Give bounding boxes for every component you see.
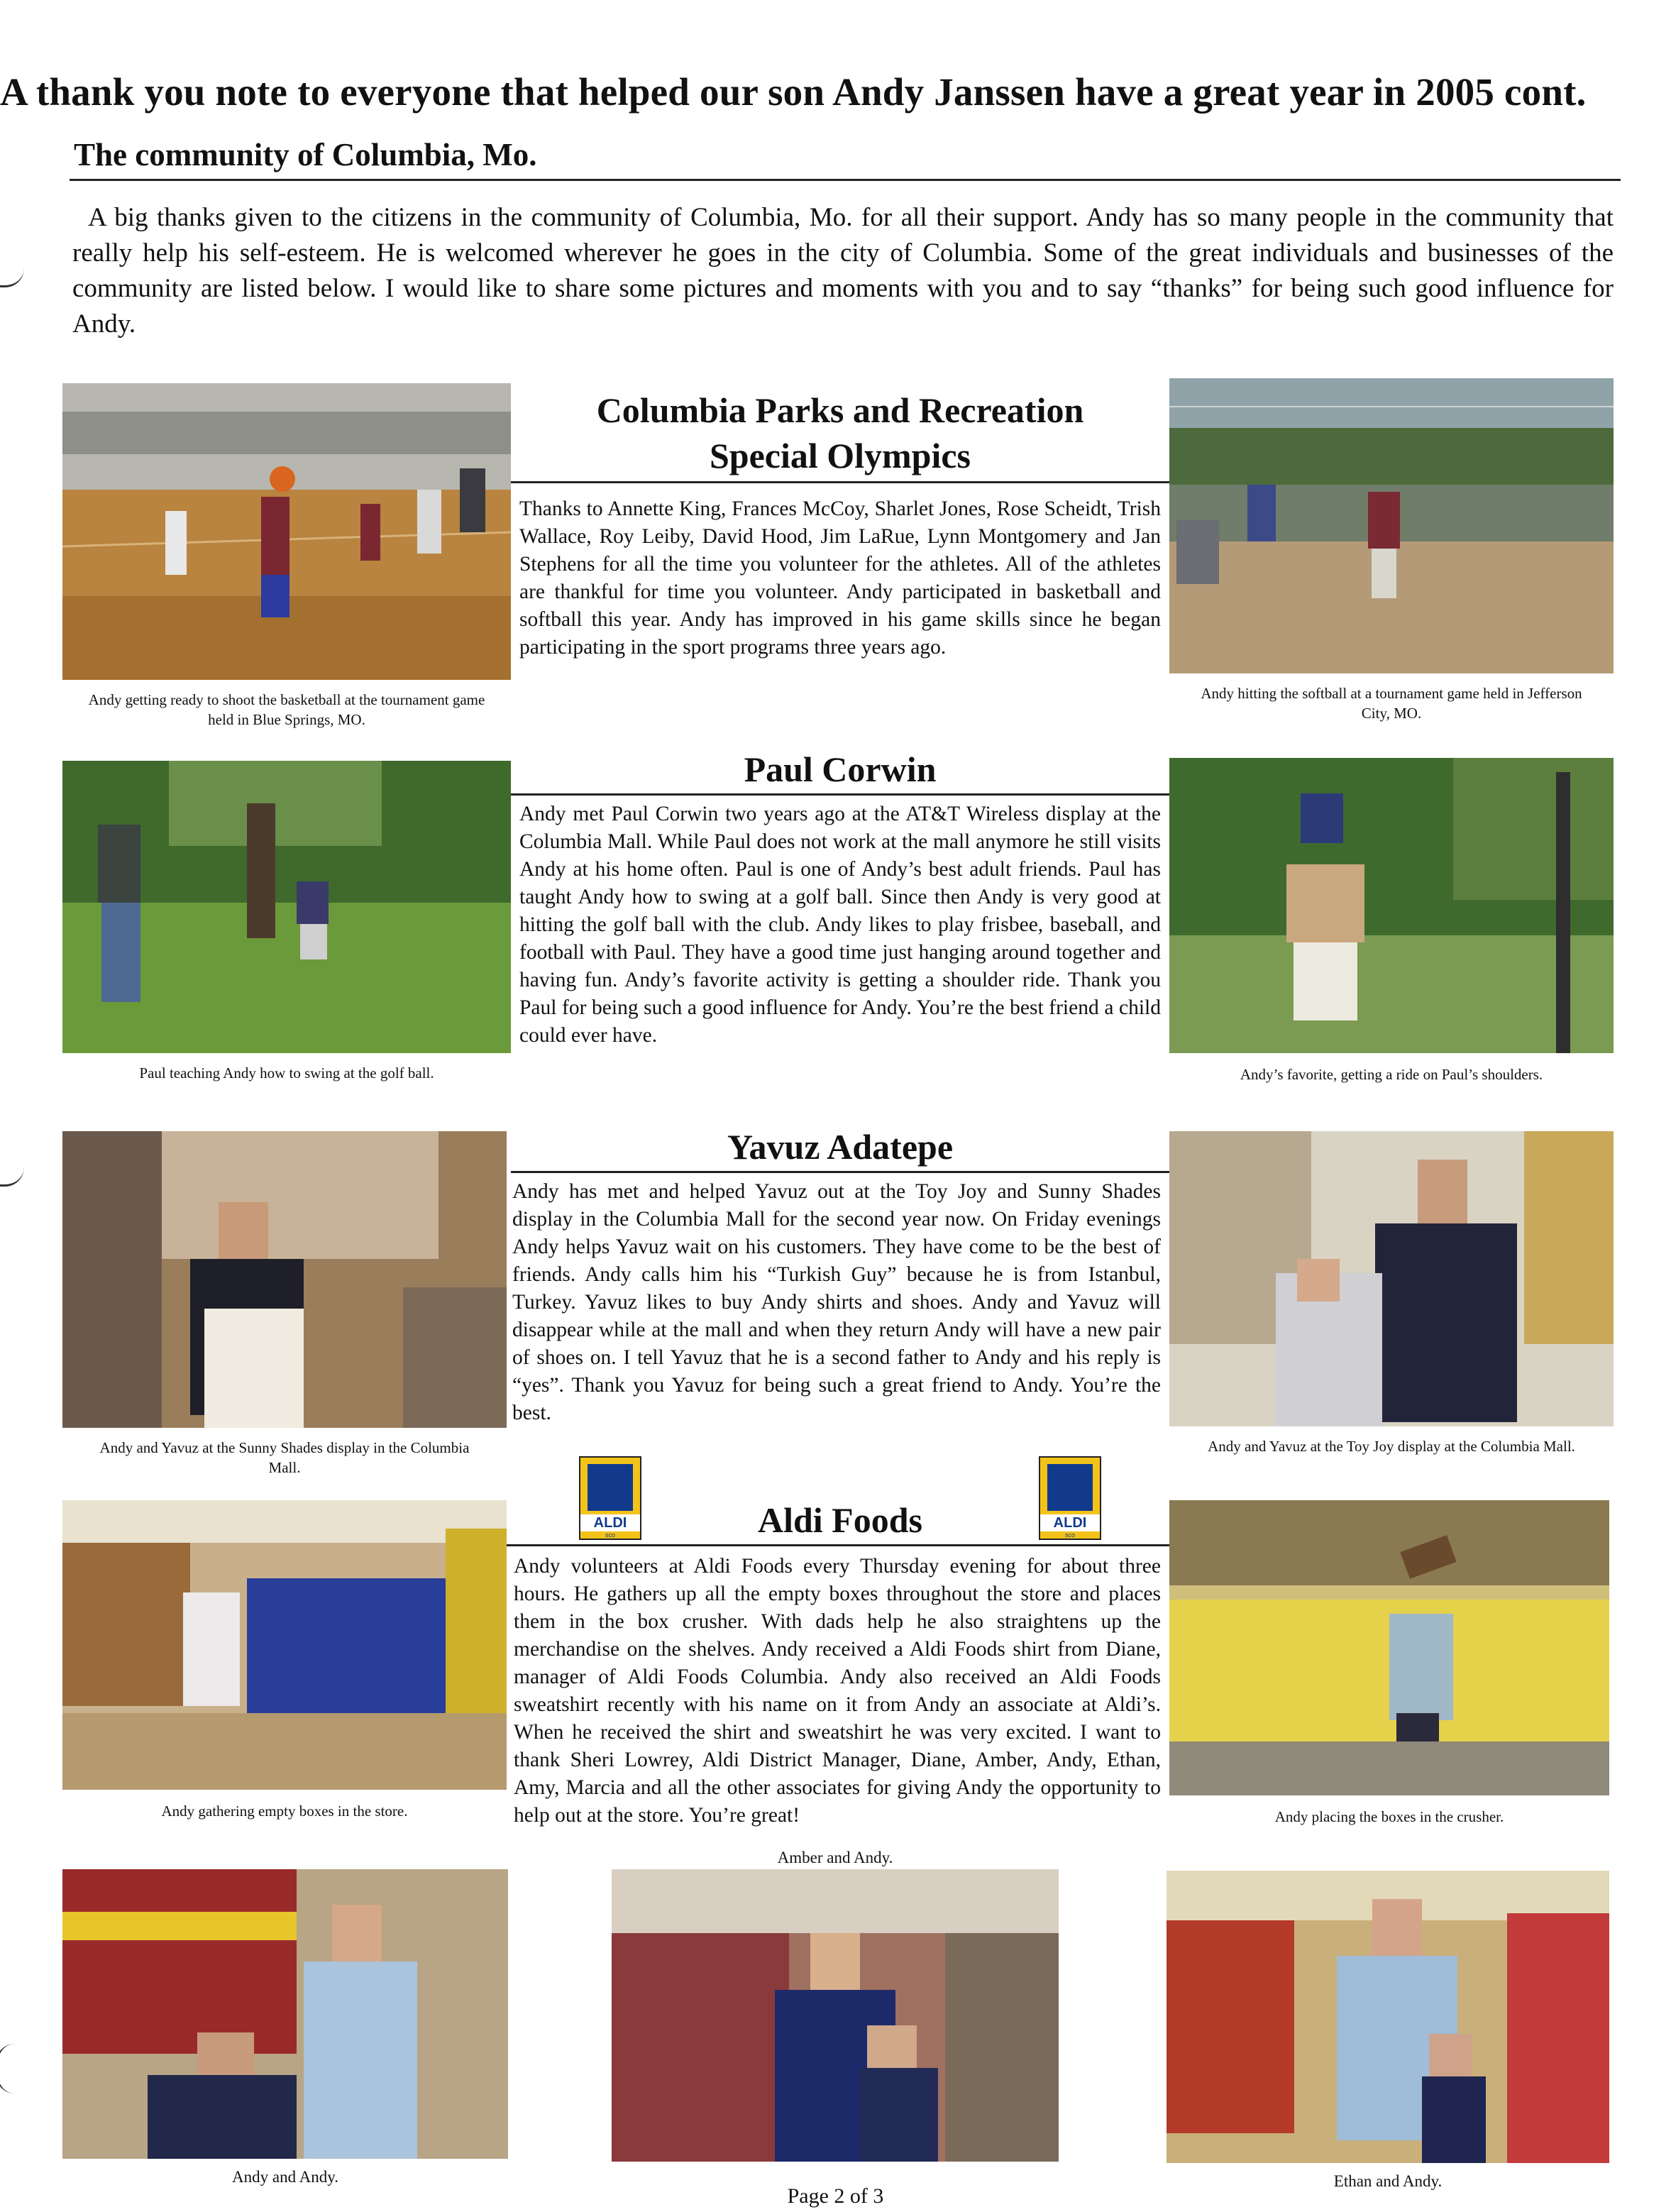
intro-text: A big thanks given to the citizens in the community of Columbia, Mo. for all their support. Andy has so many people in the community that really help his self-esteem. He is welcomed wherever he goes in the city of Columbia. Some of the great individuals and businesses of the community are listed below. I would like to share some pictures and moments with you and to say “thanks” for being such good influence for Andy. bbox=[72, 203, 1614, 339]
photo-andy-and-andy-image bbox=[62, 1869, 508, 2159]
caption-gathering-boxes: Andy gathering empty boxes in the store. bbox=[161, 1803, 408, 1820]
photo-ethan-and-andy bbox=[1167, 1871, 1609, 2163]
aldi-logo-left-subtext: sco bbox=[605, 1531, 615, 1539]
section-text-parks: Thanks to Annette King, Frances McCoy, Sharlet Jones, Rose Scheidt, Trish Wallace, Roy Leiby, David Hood, Jim LaRue, Lynn Montgomery and Jan Stephens for all the time you volunteer for the athletes. All of the athletes are thankful for time you volunteer. Andy participated in basketball and softball this year. Andy has improved in his game skills since he began participating in the sport programs three years ago. bbox=[519, 497, 1161, 659]
photo-gathering-boxes-image bbox=[62, 1500, 507, 1790]
caption-box-crusher: Andy placing the boxes in the crusher. bbox=[1274, 1808, 1504, 1825]
intro-paragraph bbox=[72, 200, 1614, 342]
section-title-aldi: Aldi Foods bbox=[757, 1500, 922, 1540]
photo-sunny-shades-image bbox=[62, 1131, 507, 1428]
section-title-yavuz: Yavuz Adatepe bbox=[727, 1127, 954, 1167]
page-subtitle: The community of Columbia, Mo. bbox=[74, 137, 537, 172]
photo-andy-and-andy bbox=[62, 1869, 508, 2159]
photo-shoulder-ride bbox=[1169, 758, 1614, 1053]
photo-amber-and-andy-image bbox=[612, 1869, 1059, 2162]
photo-shoulder-ride-image bbox=[1169, 758, 1614, 1053]
section-body-parks bbox=[519, 495, 1161, 661]
caption-amber-and-andy: Amber and Andy. bbox=[777, 1849, 893, 1866]
photo-gathering-boxes bbox=[62, 1500, 507, 1790]
photo-golf-image bbox=[62, 761, 511, 1053]
section-divider-parks bbox=[511, 481, 1169, 483]
photo-toy-joy bbox=[1169, 1131, 1614, 1426]
caption-softball: Andy hitting the softball at a tournament game held in Jefferson City, MO. bbox=[1201, 685, 1582, 722]
aldi-logo-right-emblem bbox=[1047, 1464, 1093, 1511]
photo-softball-image bbox=[1169, 378, 1614, 673]
caption-shoulder-ride: Andy’s favorite, getting a ride on Paul’s shoulders. bbox=[1240, 1066, 1543, 1083]
photo-amber-and-andy bbox=[612, 1869, 1059, 2162]
section-body-yavuz bbox=[512, 1178, 1161, 1427]
section-text-paul: Andy met Paul Corwin two years ago at the AT&T Wireless display at the Columbia Mall. While Paul does not work at the mall anymore he still visits Andy at his home often. Paul is one of Andy’s best adult friends. Paul has taught Andy how to swing at a golf ball. Since then Andy is very good at hitting the golf ball with the club. Andy likes to play frisbee, baseball, and football with Paul. They have a good time just hanging around together and having fun. Andy’s favorite activity is getting a shoulder ride. Thank you Paul for being such a good influence for Andy. You’re the best friend a child could ever have. bbox=[519, 803, 1161, 1047]
photo-softball bbox=[1169, 378, 1614, 673]
photo-toy-joy-image bbox=[1169, 1131, 1614, 1426]
section-divider-yavuz bbox=[511, 1171, 1169, 1173]
aldi-logo-right-text: ALDI bbox=[1040, 1514, 1100, 1531]
section-title-parks-line1: Columbia Parks and Recreation bbox=[596, 390, 1084, 430]
photo-basketball bbox=[62, 383, 511, 680]
aldi-logo-left-text: ALDI bbox=[580, 1514, 640, 1531]
aldi-logo-right-subtext: sco bbox=[1064, 1531, 1075, 1539]
photo-sunny-shades bbox=[62, 1131, 507, 1428]
section-text-aldi: Andy volunteers at Aldi Foods every Thursday evening for about three hours. He gathers up all the empty boxes throughout the store and places them in the box crusher. With dads help he also straightens up the merchandise on the shelves. Andy received a Aldi Foods shirt from Diane, manager of Aldi Foods Columbia. Andy also received an Aldi Foods sweatshirt recently with his name on it from Andy an associate at Aldi’s. When he received the shirt and sweatshirt he was very excited. I want to thank Sheri Lowrey, Aldi District Manager, Diane, Amber, Andy, Ethan, Amy, Marcia and all the other associates for giving Andy the opportunity to help out at the store. You’re great! bbox=[514, 1555, 1161, 1827]
caption-andy-and-andy: Andy and Andy. bbox=[232, 2168, 338, 2186]
photo-basketball-image bbox=[62, 383, 511, 680]
section-divider-paul bbox=[511, 793, 1169, 796]
caption-golf: Paul teaching Andy how to swing at the golf ball. bbox=[139, 1064, 434, 1082]
section-text-yavuz: Andy has met and helped Yavuz out at the Toy Joy and Sunny Shades display in the Columbia Mall for the second year now. On Friday evenings Andy helps Yavuz wait on his customers. They have come to be the best of friends. Andy calls him his “Turkish Guy” because he is from Istanbul, Turkey. Yavuz likes to buy Andy shirts and shoes. Andy and Yavuz will disappear while at the mall and when they return Andy will have a new pair of shoes on. I tell Yavuz that he is a second father to Andy and his reply is “yes”. Thank you Yavuz for being such a great friend to Andy. You’re the best. bbox=[512, 1180, 1161, 1424]
binder-hole-mark bbox=[0, 268, 24, 287]
aldi-logo-right bbox=[1039, 1456, 1101, 1540]
page-number: Page 2 of 3 bbox=[787, 2184, 884, 2208]
section-body-aldi bbox=[514, 1553, 1161, 1829]
section-title-paul: Paul Corwin bbox=[744, 749, 937, 789]
section-divider-aldi bbox=[507, 1544, 1169, 1546]
caption-basketball: Andy getting ready to shoot the basketball at the tournament game held in Blue Springs, MO. bbox=[88, 691, 485, 728]
header-divider bbox=[70, 179, 1621, 181]
caption-toy-joy: Andy and Yavuz at the Toy Joy display at the Columbia Mall. bbox=[1208, 1438, 1575, 1455]
photo-golf bbox=[62, 761, 511, 1053]
photo-ethan-and-andy-image bbox=[1167, 1871, 1609, 2163]
photo-box-crusher-image bbox=[1169, 1500, 1609, 1795]
binder-hole-mark bbox=[0, 2044, 15, 2093]
page-title: A thank you note to everyone that helped our son Andy Janssen have a great year in 2005 cont. bbox=[0, 70, 1587, 114]
caption-ethan-and-andy: Ethan and Andy. bbox=[1333, 2172, 1443, 2190]
caption-sunny-shades: Andy and Yavuz at the Sunny Shades display in the Columbia Mall. bbox=[99, 1439, 470, 1476]
photo-box-crusher bbox=[1169, 1500, 1609, 1795]
aldi-logo-left-emblem bbox=[588, 1464, 633, 1511]
binder-hole-mark bbox=[0, 1167, 24, 1187]
aldi-logo-left bbox=[579, 1456, 641, 1540]
section-body-paul bbox=[519, 800, 1161, 1050]
section-title-parks-line2: Special Olympics bbox=[709, 436, 971, 475]
